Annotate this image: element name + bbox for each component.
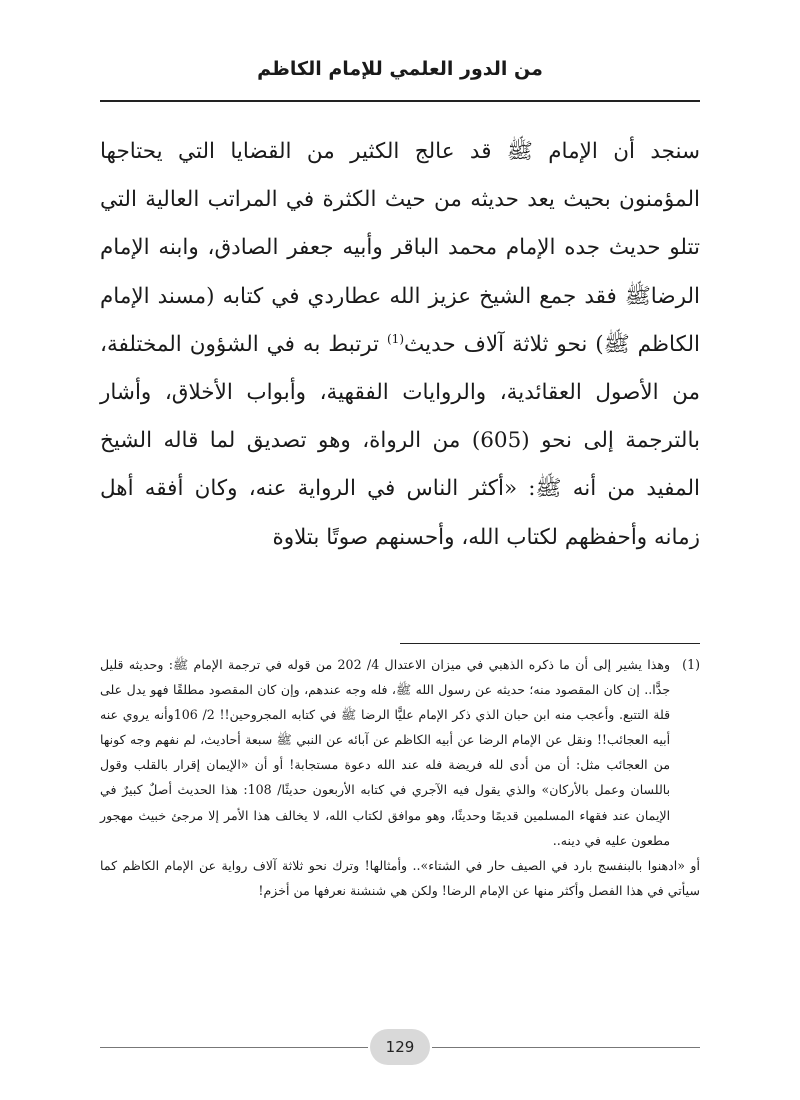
body-paragraph xyxy=(100,128,700,562)
page-number-rule-right xyxy=(432,1047,700,1048)
footnotes-block xyxy=(100,652,700,903)
body-text-part-1: سنجد أن الإمام ﷺ قد عالج الكثير من القضايا التي يحتاجها المؤمنون بحيث يعد حديثه من حيث الكثرة في المراتب العالية التي تتلو حديث جده الإمام محمد الباقر وأبيه جعفر الصادق، وابنه الإمام الرضاﷺ فقد جمع الشيخ عزيز الله عطاردي في كتابه (مسند الإمام الكاظم ﷺ) نحو ثلاثة آلاف حديث xyxy=(100,139,700,357)
footnote-reference[interactable]: (1) xyxy=(386,331,404,346)
page-number: 129 xyxy=(370,1029,430,1065)
main-paragraph xyxy=(100,128,700,562)
running-header: من الدور العلمي للإمام الكاظم xyxy=(257,58,543,80)
body-text-part-2: ترتبط به في الشؤون المختلفة، من الأصول العقائدية، والروايات الفقهية، وأبواب الأخلاق، وأشار بالترجمة إلى نحو (605) من الرواة، وهو تصديق لما قاله الشيخ المفيد من أنه ﷺ: «أكثر الناس في الرواية عنه، وكان أفقه أهل زمانه وأحفظهم لكتاب الله، وأحسنهم صوتًا بتلاوة xyxy=(100,331,700,550)
footnote-number: (1) xyxy=(682,657,700,672)
footnote-text: وهذا يشير إلى أن ما ذكره الذهبي في ميزان الاعتدال 4/ 202 من قوله في ترجمة الإمام ﷺ: وحديثه قليل جدًّا.. إن كان المقصود منه؛ حديثه عن رسول الله ﷺ، فله وجه عندهم، وإن كان المقصود مطلقًا فهو يدل على قلة التتبع. وأعجب منه ابن حبان الذي ذكر الإمام عليًّا الرضا ﷺ في كتابه المجروحين!! 2/ 106وأنه يروي عنه أبيه العجائب!! ونقل عن الإمام الرضا عن أبيه الكاظم عن آبائه عن النبي ﷺ سبعة أحاديث، لم نفهم وجه كونها من العجائب مثل: أن من أدى لله فريضة فله عند الله دعوة مستجابة! أو أن «الإيمان إقرار بالقلب وقول باللسان وعمل بالأركان» والذي يقول فيه الآجري في كتابه الأربعون حديثًا/ 108: هذا الحديث أصلٌ كبيرٌ في الإيمان عند فقهاء المسلمين قديمًا وحديثًا، وهو موافق لكتاب الله، لا يخالف هذا الأمر إلا مرجئ خبيث مهجور مطعون عليه في دينه.. xyxy=(100,657,671,848)
footnote-separator xyxy=(400,643,700,644)
header-rule xyxy=(100,100,700,102)
page-number-rule-left xyxy=(100,1047,368,1048)
footnote-item xyxy=(100,652,700,853)
footnote-continuation: أو «ادهنوا بالبنفسج بارد في الصيف حار في الشتاء».. وأمثالها! وترك نحو ثلاثة آلاف رواية عن الإمام الكاظم كما سيأتي في هذا الفصل وأكثر منها عن الإمام الرضا! ولكن هي شنشنة نعرفها من أخزم! xyxy=(100,857,700,898)
